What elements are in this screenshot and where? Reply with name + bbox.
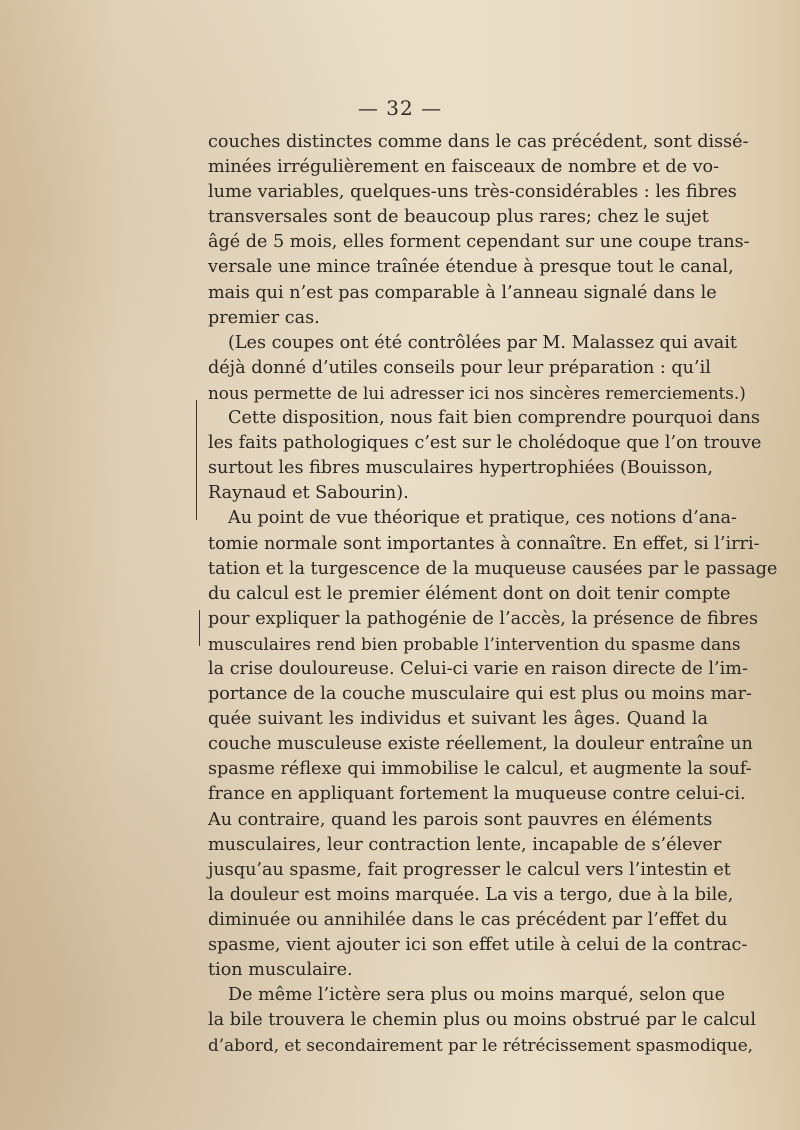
text-line: musculaires rend bien probable l’intervention du spasme dans — [208, 633, 741, 654]
text-line: minées irrégulièrement en faisceaux de nombre et de vo- — [208, 157, 720, 178]
text-line: (Les coupes ont été contrôlées par M. Malassez qui avait — [228, 332, 737, 353]
text-line: nous permette de lui adresser ici nos sincères remerciements.) — [208, 382, 746, 403]
text-line: pour expliquer la pathogénie de l’accès, la présence de fibres — [208, 608, 758, 629]
text-line: tation et la turgescence de la muqueuse causées par le passage — [208, 558, 778, 579]
text-line: la bile trouvera le chemin plus ou moins obstrué par le calcul — [208, 1010, 757, 1031]
text-line: déjà donné d’utiles conseils pour leur préparation : qu’il — [208, 357, 711, 378]
text-line: spasme réflexe qui immobilise le calcul, et augmente la souf- — [208, 759, 752, 780]
text-line: premier cas. — [208, 307, 320, 328]
text-line: Au point de vue théorique et pratique, ces notions d’ana- — [228, 508, 737, 529]
text-line: spasme, vient ajouter ici son effet utile à celui de la contrac- — [208, 935, 748, 955]
text-line: Raynaud et Sabourin). — [208, 483, 409, 504]
text-line: france en appliquant fortement la muqueuse contre celui-ci. — [208, 784, 746, 805]
text-line: lume variables, quelques-uns très-considérables : les fibres — [208, 182, 737, 203]
text-line: diminuée ou annihilée dans le cas précédent par l’effet du — [208, 909, 728, 930]
text-line: couches distinctes comme dans le cas précédent, sont dissé- — [208, 132, 749, 152]
text-line: tomie normale sont importantes à connaître. En effet, si l’irri- — [208, 533, 760, 554]
text-line: couche musculeuse existe réellement, la douleur entraîne un — [208, 734, 753, 755]
text-line: tion musculaire. — [208, 960, 353, 981]
body-text — [208, 130, 778, 1058]
text-line: quée suivant les individus et suivant les âges. Quand la — [208, 709, 708, 730]
text-line: Au contraire, quand les parois sont pauvres en éléments — [208, 809, 713, 830]
text-line: du calcul est le premier élément dont on doit tenir compte — [208, 583, 731, 604]
text-line: Cette disposition, nous fait bien comprendre pourquoi dans — [228, 408, 760, 429]
text-line: mais qui n’est pas comparable à l’anneau signalé dans le — [208, 282, 717, 303]
margin-line-mark — [196, 400, 197, 520]
text-line: musculaires, leur contraction lente, incapable de s’élever — [208, 834, 722, 855]
text-line: âgé de 5 mois, elles forment cependant sur une coupe trans- — [208, 232, 750, 253]
text-line: portance de la couche musculaire qui est plus ou moins mar- — [208, 684, 752, 705]
text-line: d’abord, et secondairement par le rétrécissement spasmodique, — [208, 1035, 753, 1056]
text-line: la douleur est moins marquée. La vis a tergo, due à la bile, — [208, 884, 734, 905]
text-line: versale une mince traînée étendue à presque tout le canal, — [208, 257, 734, 278]
text-line: les faits pathologiques c’est sur le cholédoque que l’on trouve — [208, 433, 762, 454]
text-line: la crise douloureuse. Celui-ci varie en raison directe de l’im- — [208, 658, 748, 679]
text-line: transversales sont de beaucoup plus rares; chez le sujet — [208, 207, 709, 228]
page-number: — 32 — — [357, 96, 443, 120]
text-line: surtout les fibres musculaires hypertrophiées (Bouisson, — [208, 458, 713, 479]
margin-line-mark — [199, 610, 200, 646]
text-line: jusqu’au spasme, fait progresser le calcul vers l’intestin et — [208, 859, 731, 880]
text-line: De même l’ictère sera plus ou moins marqué, selon que — [228, 985, 725, 1006]
